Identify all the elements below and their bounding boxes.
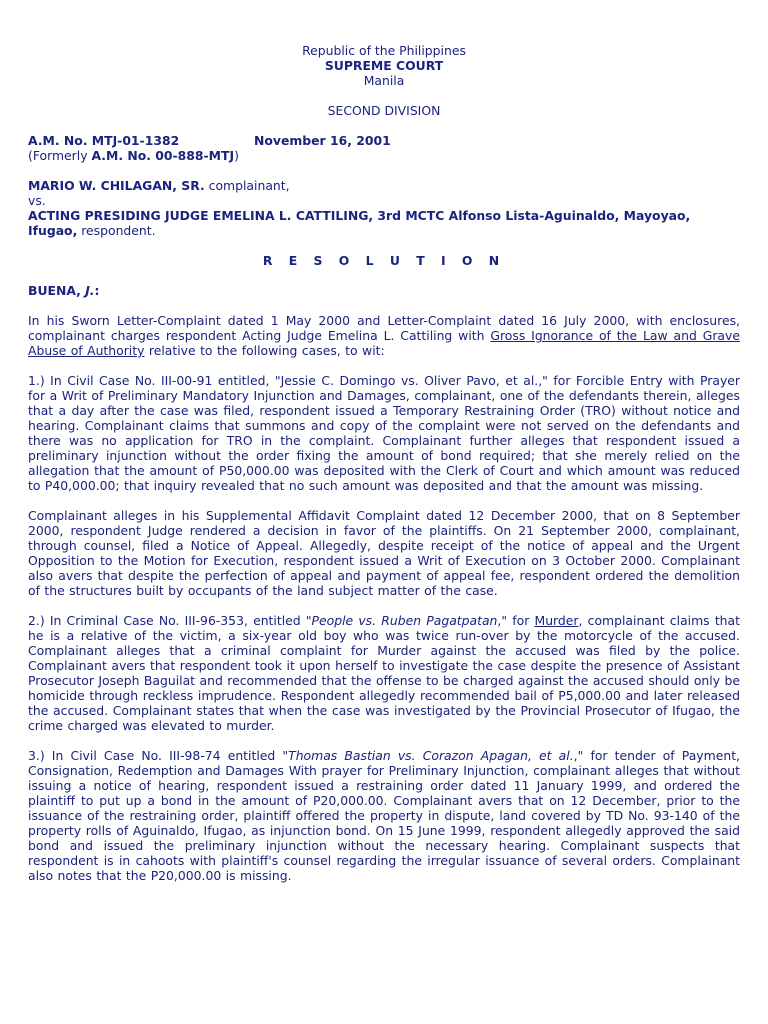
- respondent-role: respondent.: [77, 223, 156, 238]
- case3-text-a: 3.) In Civil Case No. III-98-74 entitled ": [28, 748, 289, 763]
- court-name: SUPREME COURT: [324, 58, 444, 73]
- case2-title: People vs. Ruben Pagatpatan: [311, 613, 498, 628]
- murder-link[interactable]: Murder: [534, 613, 579, 628]
- gross-ignorance-link[interactable]: Gross Ignorance of the Law and Grave Abuse of Authority: [28, 328, 740, 358]
- division-name: SECOND DIVISION: [327, 103, 441, 118]
- formerly-line: [28, 148, 740, 163]
- court-city: Manila: [363, 73, 405, 88]
- case-number-block: [28, 133, 740, 163]
- paragraph-case-2: [28, 613, 740, 733]
- formerly-number: A.M. No. 00-888-MTJ: [91, 148, 235, 163]
- ponente-j: J.: [85, 283, 95, 298]
- versus: vs.: [28, 193, 46, 208]
- complainant-name: MARIO W. CHILAGAN, SR.: [28, 178, 205, 193]
- ponente: [28, 283, 740, 298]
- case2-text-b: ," for: [497, 613, 535, 628]
- paragraph-intro: [28, 313, 740, 358]
- formerly-prefix: (Formerly: [28, 148, 92, 163]
- paragraph-case-3: [28, 748, 740, 883]
- formerly-suffix: ): [234, 148, 239, 163]
- respondent-name: ACTING PRESIDING JUDGE EMELINA L. CATTILING, 3rd MCTC Alfonso Lista-Aguinaldo, Mayoyao, Ifugao,: [28, 208, 691, 238]
- case2-text-c: , complainant claims that he is a relative of the victim, a six-year old boy who was twice run-over by the motorcycle of the accused. Complainant alleges that a criminal complaint for Murder against the accused was filed by the police. Complainant avers that respondent took it upon herself to investigate the case despite the presence of Assistant Prosecutor Joseph Baguilat and recommended that the offense to be charged against the accused should only be homicide through reckless imprudence. Respondent allegedly recommended bail of P5,000.00 and later released the accused. Complainant states that when the case was investigated by the Provincial Prosecutor of Ifugao, the crime charged was elevated to murder.: [28, 613, 740, 733]
- case-date: November 16, 2001: [254, 133, 391, 148]
- case-number: A.M. No. MTJ-01-1382: [28, 133, 180, 148]
- document-header: [28, 43, 740, 118]
- parties-block: [28, 178, 740, 238]
- intro-text: In his Sworn Letter-Complaint dated 1 May 2000 and Letter-Complaint dated 16 July 2000, with enclosures, complainant charges respondent Acting Judge Emelina L. Cattiling with: [28, 313, 740, 343]
- republic-line: Republic of the Philippines: [302, 43, 466, 58]
- paragraph-case-1: 1.) In Civil Case No. III-00-91 entitled, "Jessie C. Domingo vs. Oliver Pavo, et al.," for Forcible Entry with Prayer for a Writ of Preliminary Mandatory Injunction and Damages, complainant, one of the defendants therein, alleges that a day after the case was filed, respondent issued a Temporary Restraining Order (TRO) without notice and hearing. Complainant claims that summons and copy of the complaint were not served on the defendants and there was no application for TRO in the complaint. Complainant further alleges that respondent issued a preliminary injunction without the order fixing the amount of bond required; that she merely relied on the allegation that the amount of P50,000.00 was deposited with the Clerk of Court and which amount was reduced to P40,000.00; that inquiry revealed that no such amount was deposited and that the amount was missing.: [28, 373, 740, 493]
- paragraph-supplemental: Complainant alleges in his Supplemental Affidavit Complaint dated 12 December 2000, that on 8 September 2000, respondent Judge rendered a decision in favor of the plaintiffs. On 21 September 2000, complainant, through counsel, filed a Notice of Appeal. Allegedly, despite receipt of the notice of appeal and the Urgent Opposition to the Motion for Execution, respondent issued a Writ of Execution on 3 October 2000. Complainant also avers that despite the perfection of appeal and payment of appeal fee, respondent ordered the demolition of the structures built by occupants of the land subject matter of the case.: [28, 508, 740, 598]
- case3-title: Thomas Bastian vs. Corazon Apagan, et al.: [288, 748, 574, 763]
- complainant-role: complainant,: [204, 178, 290, 193]
- case2-text-a: 2.) In Criminal Case No. III-96-353, entitled ": [28, 613, 312, 628]
- intro-text-end: relative to the following cases, to wit:: [144, 343, 385, 358]
- resolution-title: R E S O L U T I O N: [262, 253, 506, 268]
- case3-text-b: ," for tender of Payment, Consignation, Redemption and Damages With prayer for Preliminary Injunction, complainant alleges that without issuing a notice of hearing, respondent issued a restraining order dated 11 January 1999, and ordered the plaintiff to put up a bond in the amount of P20,000.00. Complainant avers that on 12 December, prior to the issuance of the restraining order, plaintiff offered the property in dispute, land covered by TD No. 93-140 of the property rolls of Aguinaldo, Ifugao, as injunction bond. On 15 June 1999, respondent allegedly approved the said bond and issued the preliminary injunction without the necessary hearing. Complainant suspects that respondent is in cahoots with plaintiff's counsel regarding the irregular issuance of several orders. Complainant also notes that the P20,000.00 is missing.: [28, 748, 740, 883]
- ponente-colon: :: [94, 283, 100, 298]
- ponente-name: BUENA,: [28, 283, 86, 298]
